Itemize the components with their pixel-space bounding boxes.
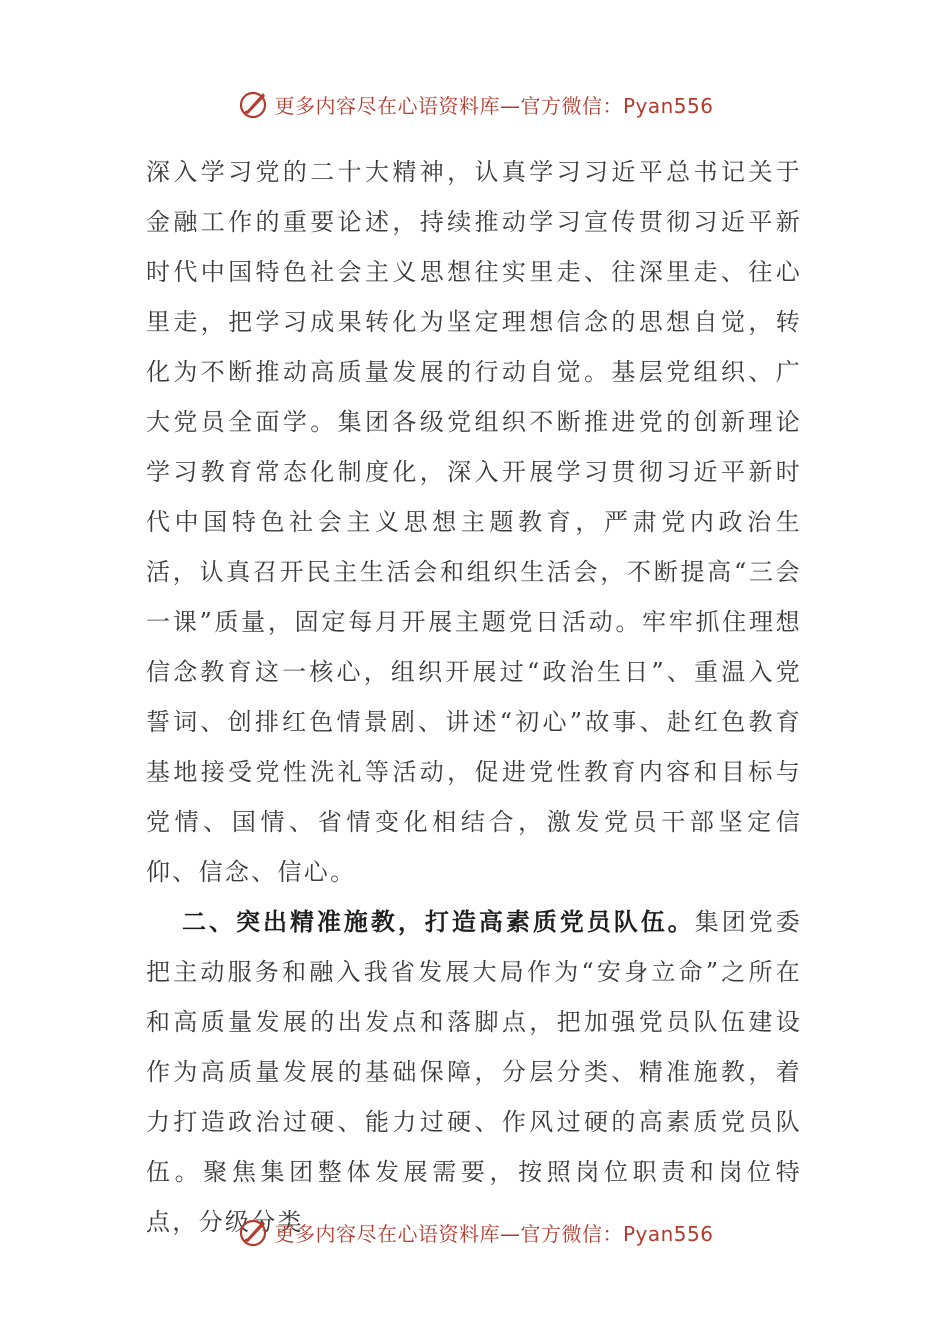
quill-pen-icon <box>236 1215 270 1249</box>
header-watermark <box>0 84 950 124</box>
footer-watermark-text: 更多内容尽在心语资料库—官方微信：Pyan556 <box>274 1221 714 1246</box>
document-body <box>146 147 802 1247</box>
paragraph-2-text: 集团党委把主动服务和融入我省发展大局作为“安身立命”之所在和高质量发展的出发点和落脚点，把加强党员队伍建设作为高质量发展的基础保障，分层分类、精准施教，着力打造政治过硬、能力过硬、作风过硬的高素质党员队伍。聚焦集团整体发展需要，按照岗位职责和岗位特点，分级分类 <box>146 908 802 1236</box>
paragraph-2 <box>146 897 802 1247</box>
paragraph-1: 深入学习党的二十大精神，认真学习习近平总书记关于金融工作的重要论述，持续推动学习宣传贯彻习近平新时代中国特色社会主义思想往实里走、往深里走、往心里走，把学习成果转化为坚定理想信念的思想自觉，转化为不断推动高质量发展的行动自觉。基层党组织、广大党员全面学。集团各级党组织不断推进党的创新理论学习教育常态化制度化，深入开展学习贯彻习近平新时代中国特色社会主义思想主题教育，严肃党内政治生活，认真召开民主生活会和组织生活会，不断提高“三会一课”质量，固定每月开展主题党日活动。牢牢抓住理想信念教育这一核心，组织开展过“政治生日”、重温入党誓词、创排红色情景剧、讲述“初心”故事、赴红色教育基地接受党性洗礼等活动，促进党性教育内容和目标与党情、国情、省情变化相结合，激发党员干部坚定信仰、信念、信心。 <box>146 158 802 886</box>
section-heading: 二、突出精准施教，打造高素质党员队伍。 <box>182 907 695 936</box>
header-watermark-text: 更多内容尽在心语资料库—官方微信：Pyan556 <box>274 93 714 118</box>
footer-watermark <box>0 1212 950 1252</box>
quill-pen-icon <box>236 87 270 121</box>
